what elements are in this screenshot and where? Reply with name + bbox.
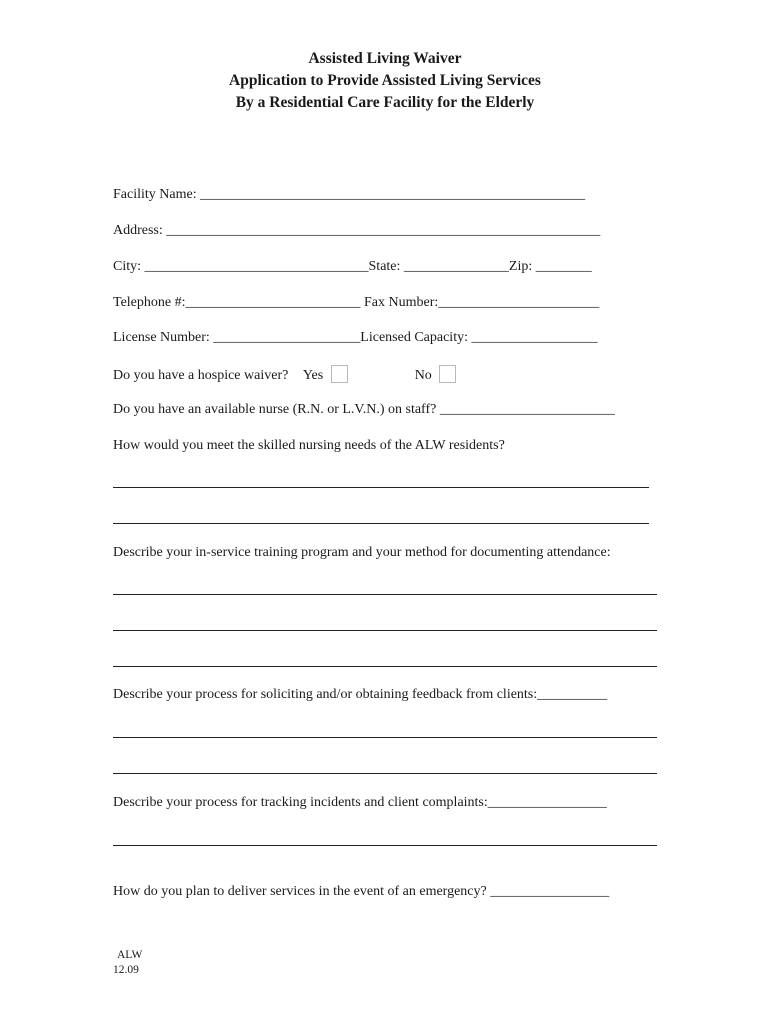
form-footer <box>113 948 142 978</box>
telephone-field[interactable]: Telephone #:_________________________ <box>113 295 361 310</box>
fax-field[interactable]: Fax Number:_______________________ <box>360 295 600 310</box>
license-row <box>113 329 597 347</box>
title-line-1: Assisted Living Waiver <box>308 50 462 67</box>
training-answer-line-3[interactable] <box>113 666 657 667</box>
phone-fax-row <box>113 294 599 312</box>
skilled-nursing-answer-line-2[interactable] <box>113 523 649 524</box>
no-checkbox[interactable] <box>439 365 456 383</box>
zip-field[interactable]: Zip: ________ <box>508 259 592 274</box>
client-feedback-question[interactable]: Describe your process for soliciting and/or obtaining feedback from clients:__________ <box>113 687 608 702</box>
hospice-waiver-question: Do you have a hospice waiver? <box>113 368 289 383</box>
address-field[interactable]: Address: ______________________________________________________________ <box>113 223 601 238</box>
hospice-waiver-row <box>113 365 456 385</box>
title-line-2: Application to Provide Assisted Living Services <box>229 72 541 89</box>
incident-answer-line-1[interactable] <box>113 845 657 846</box>
title-line-3: By a Residential Care Facility for the Elderly <box>235 94 535 111</box>
document-title <box>0 48 770 114</box>
city-field[interactable]: City: ________________________________ <box>113 259 369 274</box>
emergency-plan-question[interactable]: How do you plan to deliver services in the event of an emergency? _________________ <box>113 884 610 899</box>
yes-checkbox[interactable] <box>331 365 348 383</box>
training-answer-line-1[interactable] <box>113 594 657 595</box>
no-label: No <box>414 368 432 383</box>
training-answer-line-2[interactable] <box>113 630 657 631</box>
license-number-field[interactable]: License Number: _____________________ <box>113 330 361 345</box>
city-state-zip-row <box>113 258 592 276</box>
yes-label: Yes <box>302 368 324 383</box>
feedback-answer-line-1[interactable] <box>113 737 657 738</box>
nurse-on-staff-field[interactable]: Do you have an available nurse (R.N. or L.V.N.) on staff? _________________________ <box>113 402 615 417</box>
feedback-answer-line-2[interactable] <box>113 773 657 774</box>
training-program-question: Describe your in-service training program and your method for documenting attendance: <box>113 545 611 560</box>
incident-tracking-question[interactable]: Describe your process for tracking incidents and client complaints:_________________ <box>113 795 607 810</box>
skilled-nursing-answer-line-1[interactable] <box>113 487 649 488</box>
licensed-capacity-field[interactable]: Licensed Capacity: __________________ <box>360 330 598 345</box>
state-field[interactable]: State: _______________ <box>368 259 509 274</box>
form-code: ALW <box>117 949 143 961</box>
form-revision-date: 12.09 <box>113 964 139 976</box>
skilled-nursing-question: How would you meet the skilled nursing needs of the ALW residents? <box>113 438 505 453</box>
facility-name-field[interactable]: Facility Name: _______________________________________________________ <box>113 187 586 202</box>
